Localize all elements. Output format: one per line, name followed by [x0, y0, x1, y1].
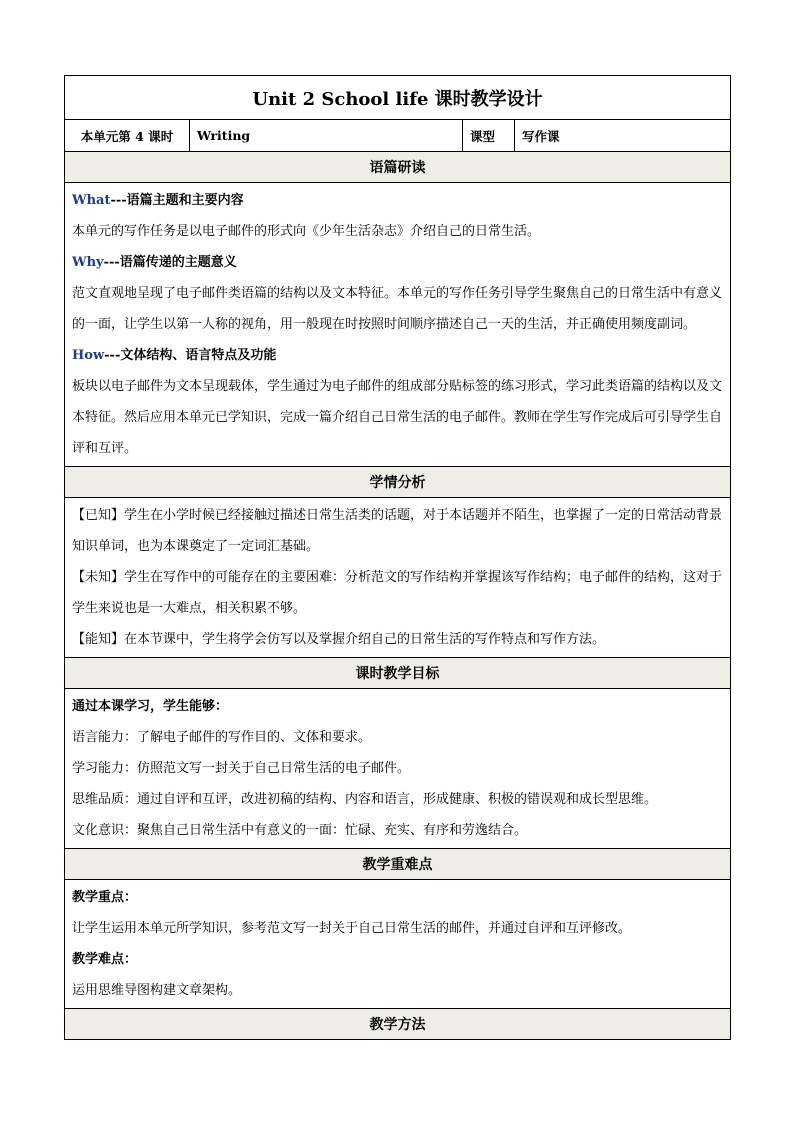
- lesson-plan-table: [64, 75, 731, 1040]
- section-heading-objectives: 课时教学目标: [65, 658, 731, 689]
- objectives-intro: 通过本课学习，学生能够：: [72, 699, 229, 714]
- objective-item: 语言能力：了解电子邮件的写作目的、文体和要求。: [72, 730, 372, 745]
- why-heading: Why---语篇传递的主题意义: [72, 255, 237, 270]
- section-heading-text-study: 语篇研读: [65, 152, 731, 183]
- objective-item: 文化意识：聚焦自己日常生活中有意义的一面：忙碌、充实、有序和劳逸结合。: [72, 823, 528, 838]
- lesson-name: Writing: [190, 120, 463, 152]
- objectives-content: [65, 689, 731, 849]
- what-heading: What---语篇主题和主要内容: [72, 193, 244, 208]
- section-heading-key-points: 教学重难点: [65, 849, 731, 880]
- unknown-text: 【未知】学生在写作中的可能存在的主要困难：分析范文的写作结构并掌握该写作结构；电子邮件的结构，这对于学生来说也是一大难点，相关积累不够。: [72, 570, 723, 616]
- objective-item: 思维品质：通过自评和互评，改进初稿的结构、内容和语言，形成健康、积极的错误观和成长型思维。: [72, 792, 658, 807]
- why-text: 范文直观地呈现了电子邮件类语篇的结构以及文本特征。本单元的写作任务引导学生聚焦自己的日常生活中有意义的一面，让学生以第一人称的视角，用一般现在时按照时间顺序描述自己一天的生活，并正确使用频度副词。: [72, 286, 723, 332]
- how-heading: How---文体结构、语言特点及功能: [72, 348, 277, 363]
- learner-analysis-content: [65, 498, 731, 658]
- document-title: Unit 2 School life 课时教学设计: [65, 76, 731, 120]
- text-study-content: [65, 183, 731, 467]
- difficult-point-label: 教学难点：: [72, 952, 138, 967]
- what-text: 本单元的写作任务是以电子邮件的形式向《少年生活杂志》介绍自己的日常生活。: [72, 224, 541, 239]
- objective-item: 学习能力：仿照范文写一封关于自己日常生活的电子邮件。: [72, 761, 411, 776]
- section-heading-methods: 教学方法: [65, 1009, 731, 1040]
- key-point-text: 让学生运用本单元所学知识，参考范文写一封关于自己日常生活的邮件，并通过自评和互评修改。: [72, 921, 632, 936]
- lesson-number-label: 本单元第 4 课时: [65, 120, 190, 152]
- key-point-label: 教学重点：: [72, 890, 138, 905]
- known-text: 【已知】学生在小学时候已经接触过描述日常生活类的话题，对于本话题并不陌生，也掌握了一定的日常活动背景知识单词，也为本课奠定了一定词汇基础。: [72, 508, 723, 554]
- meta-row: [65, 120, 731, 152]
- key-points-content: [65, 880, 731, 1009]
- able-text: 【能知】在本节课中，学生将学会仿写以及掌握介绍自己的日常生活的写作特点和写作方法。: [72, 632, 606, 647]
- lesson-type-label: 课型: [463, 120, 515, 152]
- section-heading-learner-analysis: 学情分析: [65, 467, 731, 498]
- difficult-point-text: 运用思维导图构建文章架构。: [72, 983, 242, 998]
- how-text: 板块以电子邮件为文本呈现载体，学生通过为电子邮件的组成部分贴标签的练习形式，学习此类语篇的结构以及文本特征。然后应用本单元已学知识，完成一篇介绍自己日常生活的电子邮件。教师在学生写作完成后可引导学生自评和互评。: [72, 379, 723, 456]
- lesson-type-value: 写作课: [515, 120, 731, 152]
